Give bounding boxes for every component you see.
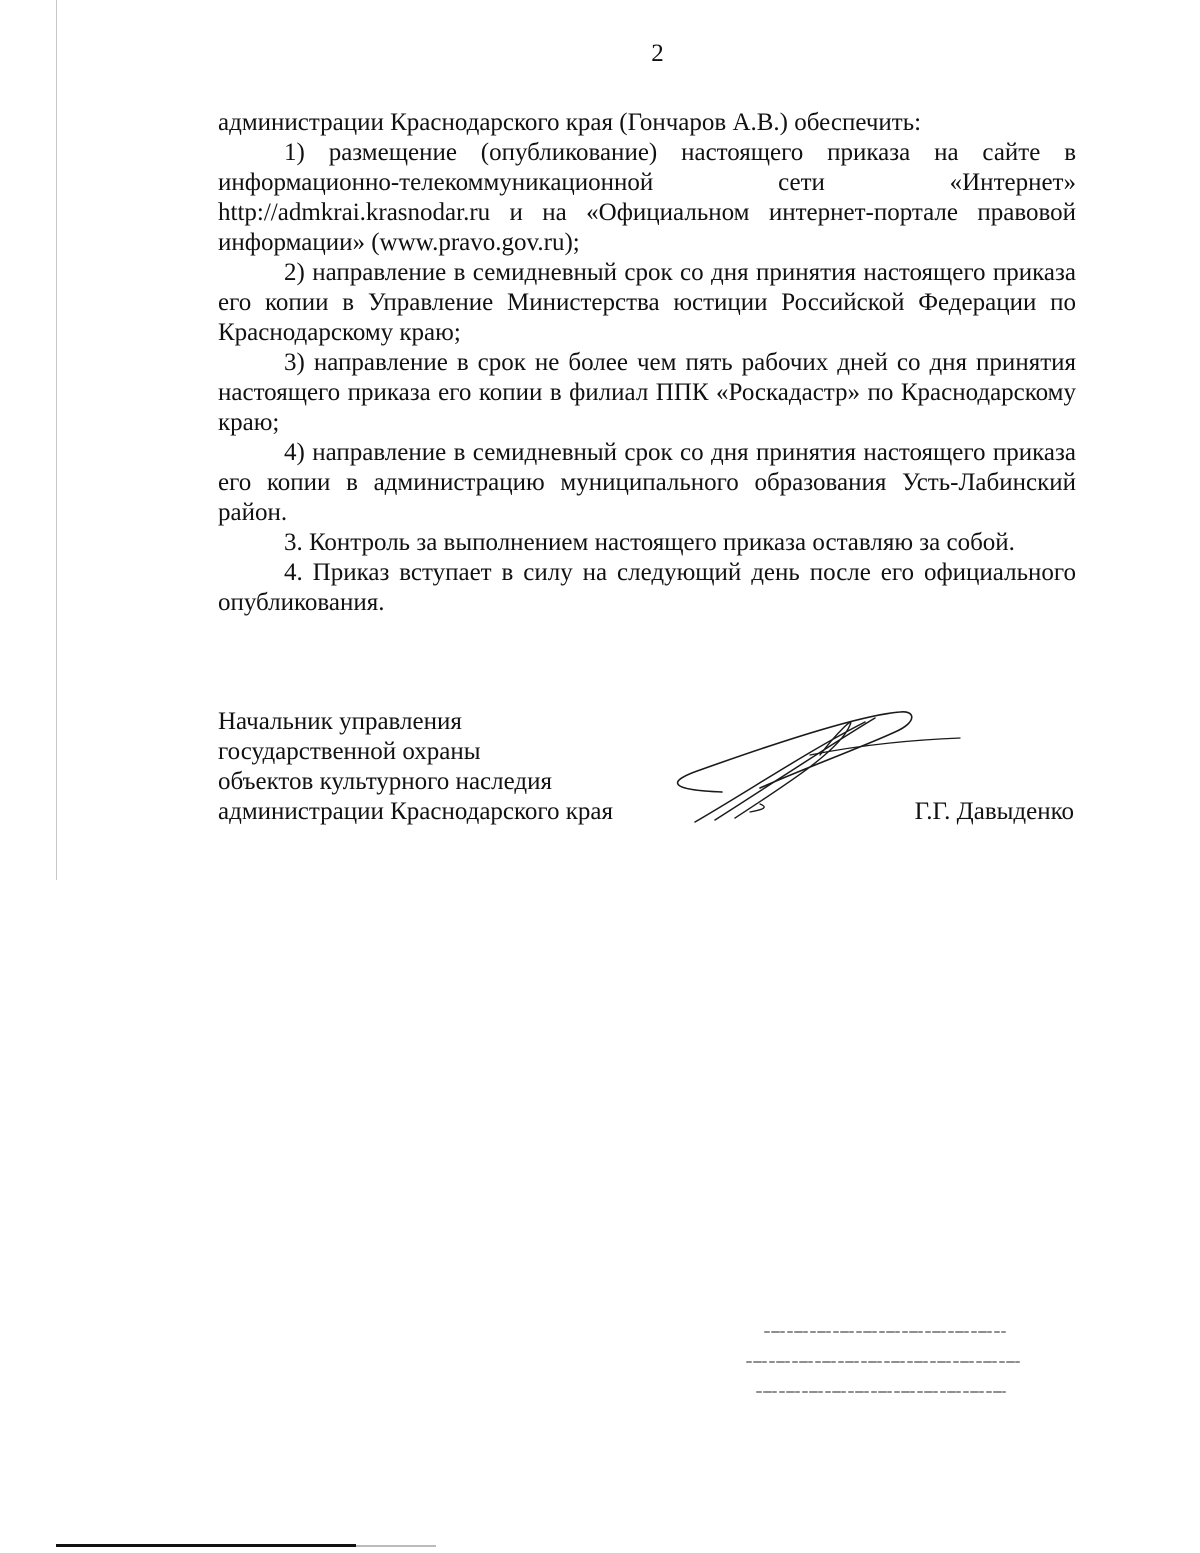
position-line: государственной охраны <box>218 738 481 765</box>
position-line: объектов культурного наследия <box>218 768 552 795</box>
paragraph-intro: администрации Краснодарского края (Гончаров А.В.) обеспечить: <box>218 109 922 136</box>
document-body <box>218 108 1076 618</box>
paragraph-clause-3: 3. Контроль за выполнением настоящего приказа оставляю за собой. <box>284 529 1015 556</box>
bottom-scan-fade <box>356 1545 436 1547</box>
page-number: 2 <box>651 40 664 67</box>
paragraph-item-1: 1) размещение (опубликование) настоящего приказа на сайте в информационно-телекоммуникационной сети «Интернет» http://admkrai.krasnodar.ru и на «Официальном интернет-портале правовой информации» (www.pravo.gov.ru); <box>218 139 1076 256</box>
paragraph-item-3: 3) направление в срок не более чем пять рабочих дней со дня принятия настоящего приказа его копии в филиал ППК «Роскадастр» по Краснодарскому краю; <box>218 349 1076 436</box>
position-line: администрации Краснодарского края <box>218 798 614 825</box>
paragraph-item-2: 2) направление в семидневный срок со дня принятия настоящего приказа его копии в Управление Министерства юстиции Российской Федерации по Краснодарскому краю; <box>218 259 1076 346</box>
paragraph-clause-4: 4. Приказ вступает в силу на следующий день после его официального опубликования. <box>218 559 1076 616</box>
signatory-name: Г.Г. Давыденко <box>914 798 1074 825</box>
faded-stamp <box>735 1320 1025 1400</box>
bottom-scan-line <box>56 1544 356 1547</box>
paragraph-item-4: 4) направление в семидневный срок со дня принятия настоящего приказа его копии в администрацию муниципального образования Усть-Лабинский район. <box>218 439 1076 526</box>
scan-edge-line <box>56 0 57 880</box>
position-line: Начальник управления <box>218 708 462 735</box>
